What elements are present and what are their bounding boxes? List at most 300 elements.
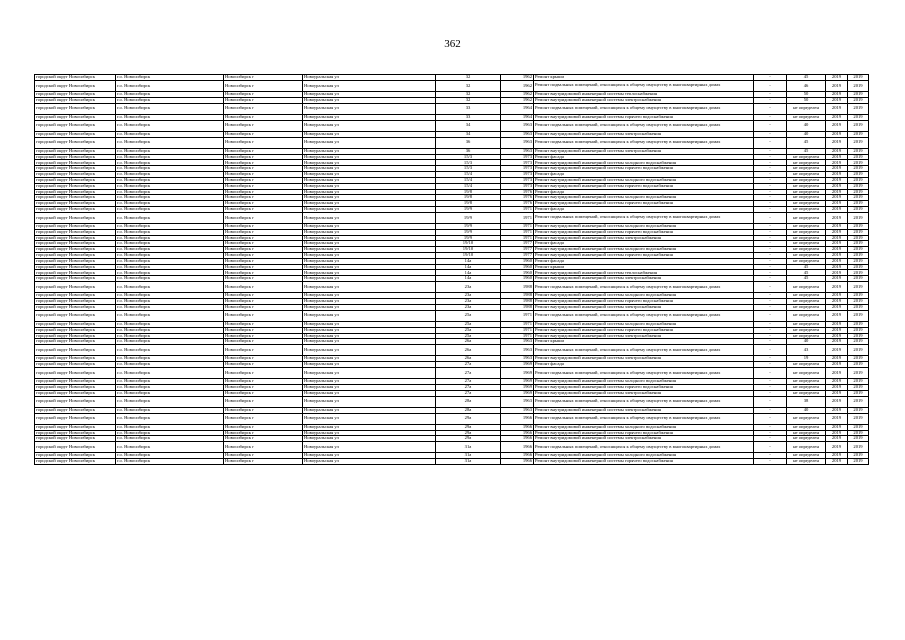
street-cell: Новоуральская ул xyxy=(303,333,436,339)
cost-cell: не определен xyxy=(787,310,826,321)
year-to-cell: 2019 xyxy=(848,154,869,160)
work-type-cell: Ремонт внутридомовой инженерной системы горячего водоснабжения xyxy=(534,327,754,333)
flag-cell: - xyxy=(754,75,787,81)
cost-cell: 50 xyxy=(787,92,826,98)
year-from-cell: 2019 xyxy=(826,154,848,160)
district-cell: городской округ Новосибирск xyxy=(35,424,116,430)
year-from-cell: 2019 xyxy=(826,166,848,172)
work-type-cell: Ремонт внутридомовой инженерной системы холодного водоснабжения xyxy=(534,223,754,229)
year-to-cell: 2019 xyxy=(848,379,869,385)
year-cell: 1960 xyxy=(501,264,534,270)
house-cell: 19/9 xyxy=(436,223,501,229)
street-cell: Новоуральская ул xyxy=(303,264,436,270)
year-cell: 1988 xyxy=(501,282,534,293)
year-to-cell: 2019 xyxy=(848,201,869,207)
work-type-cell: Ремонт фасада xyxy=(534,241,754,247)
year-cell: 1960 xyxy=(501,270,534,276)
city-cell: Новосибирск г xyxy=(224,241,303,247)
year-cell: 1988 xyxy=(501,304,534,310)
house-cell: 19/10 xyxy=(436,241,501,247)
street-cell: Новоуральская ул xyxy=(303,282,436,293)
year-from-cell: 2019 xyxy=(826,258,848,264)
cost-cell: не определен xyxy=(787,367,826,378)
table-row xyxy=(35,120,869,131)
year-cell: 1963 xyxy=(501,148,534,154)
flag-cell: - xyxy=(754,247,787,253)
settlement-cell: г.о. Новосибирск xyxy=(116,430,224,436)
city-cell: Новосибирск г xyxy=(224,212,303,223)
city-cell: Новосибирск г xyxy=(224,321,303,327)
year-from-cell: 2019 xyxy=(826,310,848,321)
year-to-cell: 2019 xyxy=(848,148,869,154)
table-row xyxy=(35,103,869,114)
cost-cell: 45 xyxy=(787,137,826,148)
district-cell: городской округ Новосибирск xyxy=(35,356,116,362)
work-type-cell: Ремонт внутридомовой инженерной системы теплоснабжения xyxy=(534,270,754,276)
district-cell: городской округ Новосибирск xyxy=(35,206,116,212)
year-to-cell: 2019 xyxy=(848,264,869,270)
cost-cell: 40 xyxy=(787,131,826,137)
year-cell: 1971 xyxy=(501,235,534,241)
cost-cell: не определен xyxy=(787,253,826,259)
street-cell: Новоуральская ул xyxy=(303,241,436,247)
street-cell: Новоуральская ул xyxy=(303,201,436,207)
district-cell: городской округ Новосибирск xyxy=(35,120,116,131)
work-type-cell: Ремонт подвальных помещений, относящихся к общему имуществу в многоквартирных домах xyxy=(534,212,754,223)
city-cell: Новосибирск г xyxy=(224,160,303,166)
cost-cell: 40 xyxy=(787,120,826,131)
year-cell: 1963 xyxy=(501,396,534,407)
flag-cell: - xyxy=(754,229,787,235)
house-cell: 28а xyxy=(436,407,501,413)
cost-cell: не определен xyxy=(787,453,826,459)
flag-cell: - xyxy=(754,379,787,385)
city-cell: Новосибирск г xyxy=(224,201,303,207)
year-from-cell: 2019 xyxy=(826,103,848,114)
work-type-cell: Ремонт внутридомовой инженерной системы холодного водоснабжения xyxy=(534,293,754,299)
table-row xyxy=(35,367,869,378)
work-type-cell: Ремонт фасада xyxy=(534,154,754,160)
street-cell: Новоуральская ул xyxy=(303,195,436,201)
district-cell: городской округ Новосибирск xyxy=(35,442,116,453)
flag-cell: - xyxy=(754,424,787,430)
year-to-cell: 2019 xyxy=(848,247,869,253)
flag-cell: - xyxy=(754,356,787,362)
work-type-cell: Ремонт внутридомовой инженерной системы горячего водоснабжения xyxy=(534,201,754,207)
street-cell: Новоуральская ул xyxy=(303,103,436,114)
district-cell: городской округ Новосибирск xyxy=(35,407,116,413)
year-from-cell: 2019 xyxy=(826,97,848,103)
work-type-cell: Ремонт внутридомовой инженерной системы горячего водоснабжения xyxy=(534,299,754,305)
year-cell: 1969 xyxy=(501,379,534,385)
cost-cell: 45 xyxy=(787,148,826,154)
street-cell: Новоуральская ул xyxy=(303,92,436,98)
cost-cell: не определен xyxy=(787,189,826,195)
year-from-cell: 2019 xyxy=(826,201,848,207)
street-cell: Новоуральская ул xyxy=(303,247,436,253)
year-from-cell: 2019 xyxy=(826,137,848,148)
cost-cell: не определен xyxy=(787,212,826,223)
city-cell: Новосибирск г xyxy=(224,362,303,368)
year-cell: 1969 xyxy=(501,384,534,390)
flag-cell: - xyxy=(754,321,787,327)
street-cell: Новоуральская ул xyxy=(303,396,436,407)
house-cell: 14а xyxy=(436,270,501,276)
cost-cell: не определен xyxy=(787,195,826,201)
house-cell: 14а xyxy=(436,264,501,270)
settlement-cell: г.о. Новосибирск xyxy=(116,270,224,276)
work-type-cell: Ремонт внутридомовой инженерной системы теплоснабжения xyxy=(534,92,754,98)
settlement-cell: г.о. Новосибирск xyxy=(116,304,224,310)
settlement-cell: г.о. Новосибирск xyxy=(116,148,224,154)
flag-cell: - xyxy=(754,103,787,114)
city-cell: Новосибирск г xyxy=(224,154,303,160)
year-from-cell: 2019 xyxy=(826,333,848,339)
flag-cell: - xyxy=(754,154,787,160)
district-cell: городской округ Новосибирск xyxy=(35,235,116,241)
street-cell: Новоуральская ул xyxy=(303,189,436,195)
table-row xyxy=(35,345,869,356)
district-cell: городской округ Новосибирск xyxy=(35,166,116,172)
district-cell: городской округ Новосибирск xyxy=(35,384,116,390)
settlement-cell: г.о. Новосибирск xyxy=(116,103,224,114)
year-to-cell: 2019 xyxy=(848,430,869,436)
work-type-cell: Ремонт подвальных помещений, относящихся к общему имуществу в многоквартирных домах xyxy=(534,396,754,407)
year-to-cell: 2019 xyxy=(848,131,869,137)
house-cell: 15/4 xyxy=(436,172,501,178)
work-type-cell: Ремонт внутридомовой инженерной системы горячего водоснабжения xyxy=(534,430,754,436)
work-type-cell: Ремонт фасада xyxy=(534,189,754,195)
work-type-cell: Ремонт крыши xyxy=(534,75,754,81)
street-cell: Новоуральская ул xyxy=(303,339,436,345)
flag-cell: - xyxy=(754,345,787,356)
year-from-cell: 2019 xyxy=(826,396,848,407)
year-cell: 1971 xyxy=(501,333,534,339)
house-cell: 33 xyxy=(436,103,501,114)
street-cell: Новоуральская ул xyxy=(303,183,436,189)
year-from-cell: 2019 xyxy=(826,430,848,436)
cost-cell: не определен xyxy=(787,235,826,241)
cost-cell: не определен xyxy=(787,183,826,189)
settlement-cell: г.о. Новосибирск xyxy=(116,413,224,424)
flag-cell: - xyxy=(754,299,787,305)
house-cell: 36 xyxy=(436,148,501,154)
year-to-cell: 2019 xyxy=(848,299,869,305)
district-cell: городской округ Новосибирск xyxy=(35,160,116,166)
city-cell: Новосибирск г xyxy=(224,310,303,321)
year-from-cell: 2019 xyxy=(826,276,848,282)
house-cell: 19/9 xyxy=(436,235,501,241)
work-type-cell: Ремонт внутридомовой инженерной системы электроснабжения xyxy=(534,97,754,103)
year-cell: 1977 xyxy=(501,241,534,247)
street-cell: Новоуральская ул xyxy=(303,212,436,223)
district-cell: городской округ Новосибирск xyxy=(35,459,116,465)
street-cell: Новоуральская ул xyxy=(303,223,436,229)
street-cell: Новоуральская ул xyxy=(303,384,436,390)
flag-cell: - xyxy=(754,172,787,178)
house-cell: 25а xyxy=(436,310,501,321)
city-cell: Новосибирск г xyxy=(224,80,303,91)
house-cell: 23а xyxy=(436,293,501,299)
year-to-cell: 2019 xyxy=(848,413,869,424)
street-cell: Новоуральская ул xyxy=(303,453,436,459)
flag-cell: - xyxy=(754,304,787,310)
year-cell: 1973 xyxy=(501,177,534,183)
settlement-cell: г.о. Новосибирск xyxy=(116,264,224,270)
city-cell: Новосибирск г xyxy=(224,442,303,453)
year-to-cell: 2019 xyxy=(848,304,869,310)
city-cell: Новосибирск г xyxy=(224,131,303,137)
city-cell: Новосибирск г xyxy=(224,114,303,120)
year-from-cell: 2019 xyxy=(826,367,848,378)
flag-cell: - xyxy=(754,282,787,293)
settlement-cell: г.о. Новосибирск xyxy=(116,258,224,264)
flag-cell: - xyxy=(754,223,787,229)
cost-cell: не определен xyxy=(787,172,826,178)
year-to-cell: 2019 xyxy=(848,339,869,345)
work-type-cell: Ремонт внутридомовой инженерной системы горячего водоснабжения xyxy=(534,114,754,120)
house-cell: 15/4 xyxy=(436,177,501,183)
house-cell: 25а xyxy=(436,333,501,339)
house-cell: 27а xyxy=(436,367,501,378)
street-cell: Новоуральская ул xyxy=(303,436,436,442)
cost-cell: не определен xyxy=(787,201,826,207)
district-cell: городской округ Новосибирск xyxy=(35,253,116,259)
district-cell: городской округ Новосибирск xyxy=(35,304,116,310)
flag-cell: - xyxy=(754,264,787,270)
year-to-cell: 2019 xyxy=(848,356,869,362)
district-cell: городской округ Новосибирск xyxy=(35,189,116,195)
work-type-cell: Ремонт внутридомовой инженерной системы холодного водоснабжения xyxy=(534,195,754,201)
district-cell: городской округ Новосибирск xyxy=(35,172,116,178)
work-type-cell: Ремонт внутридомовой инженерной системы холодного водоснабжения xyxy=(534,424,754,430)
house-cell: 25а xyxy=(436,327,501,333)
year-cell: 1988 xyxy=(501,293,534,299)
cost-cell: не определен xyxy=(787,160,826,166)
year-cell: 1973 xyxy=(501,160,534,166)
year-to-cell: 2019 xyxy=(848,453,869,459)
cost-cell: 46 xyxy=(787,80,826,91)
year-cell: 1966 xyxy=(501,442,534,453)
district-cell: городской округ Новосибирск xyxy=(35,327,116,333)
flag-cell: - xyxy=(754,453,787,459)
year-from-cell: 2019 xyxy=(826,195,848,201)
year-to-cell: 2019 xyxy=(848,384,869,390)
district-cell: городской округ Новосибирск xyxy=(35,299,116,305)
year-from-cell: 2019 xyxy=(826,247,848,253)
year-to-cell: 2019 xyxy=(848,189,869,195)
year-cell: 1976 xyxy=(501,195,534,201)
city-cell: Новосибирск г xyxy=(224,148,303,154)
district-cell: городской округ Новосибирск xyxy=(35,430,116,436)
city-cell: Новосибирск г xyxy=(224,339,303,345)
cost-cell: 40 xyxy=(787,407,826,413)
year-from-cell: 2019 xyxy=(826,390,848,396)
street-cell: Новоуральская ул xyxy=(303,172,436,178)
cost-cell: не определен xyxy=(787,436,826,442)
work-type-cell: Ремонт внутридомовой инженерной системы горячего водоснабжения xyxy=(534,229,754,235)
settlement-cell: г.о. Новосибирск xyxy=(116,172,224,178)
year-from-cell: 2019 xyxy=(826,172,848,178)
year-cell: 1969 xyxy=(501,367,534,378)
year-from-cell: 2019 xyxy=(826,253,848,259)
year-from-cell: 2019 xyxy=(826,189,848,195)
year-to-cell: 2019 xyxy=(848,321,869,327)
district-cell: городской округ Новосибирск xyxy=(35,264,116,270)
year-to-cell: 2019 xyxy=(848,424,869,430)
city-cell: Новосибирск г xyxy=(224,166,303,172)
district-cell: городской округ Новосибирск xyxy=(35,183,116,189)
year-from-cell: 2019 xyxy=(826,160,848,166)
city-cell: Новосибирск г xyxy=(224,276,303,282)
district-cell: городской округ Новосибирск xyxy=(35,201,116,207)
settlement-cell: г.о. Новосибирск xyxy=(116,356,224,362)
street-cell: Новоуральская ул xyxy=(303,327,436,333)
year-to-cell: 2019 xyxy=(848,137,869,148)
year-from-cell: 2019 xyxy=(826,442,848,453)
city-cell: Новосибирск г xyxy=(224,396,303,407)
work-type-cell: Ремонт внутридомовой инженерной системы электроснабжения xyxy=(534,235,754,241)
year-to-cell: 2019 xyxy=(848,212,869,223)
year-to-cell: 2019 xyxy=(848,80,869,91)
house-cell: 19/10 xyxy=(436,253,501,259)
flag-cell: - xyxy=(754,442,787,453)
house-cell: 25а xyxy=(436,321,501,327)
year-from-cell: 2019 xyxy=(826,131,848,137)
house-cell: 14а xyxy=(436,276,501,282)
work-type-cell: Ремонт внутридомовой инженерной системы холодного водоснабжения xyxy=(534,379,754,385)
settlement-cell: г.о. Новосибирск xyxy=(116,166,224,172)
flag-cell: - xyxy=(754,212,787,223)
house-cell: 29а xyxy=(436,430,501,436)
street-cell: Новоуральская ул xyxy=(303,276,436,282)
cost-cell: 43 xyxy=(787,345,826,356)
settlement-cell: г.о. Новосибирск xyxy=(116,407,224,413)
year-cell: 1988 xyxy=(501,299,534,305)
year-from-cell: 2019 xyxy=(826,212,848,223)
work-type-cell: Ремонт внутридомовой инженерной системы холодного водоснабжения xyxy=(534,453,754,459)
district-cell: городской округ Новосибирск xyxy=(35,114,116,120)
city-cell: Новосибирск г xyxy=(224,345,303,356)
work-type-cell: Ремонт фасада xyxy=(534,206,754,212)
settlement-cell: г.о. Новосибирск xyxy=(116,229,224,235)
street-cell: Новоуральская ул xyxy=(303,148,436,154)
flag-cell: - xyxy=(754,114,787,120)
street-cell: Новоуральская ул xyxy=(303,177,436,183)
flag-cell: - xyxy=(754,407,787,413)
cost-cell: не определен xyxy=(787,229,826,235)
year-to-cell: 2019 xyxy=(848,282,869,293)
city-cell: Новосибирск г xyxy=(224,264,303,270)
cost-cell: 45 xyxy=(787,75,826,81)
year-from-cell: 2019 xyxy=(826,453,848,459)
settlement-cell: г.о. Новосибирск xyxy=(116,120,224,131)
year-from-cell: 2019 xyxy=(826,304,848,310)
house-cell: 34 xyxy=(436,131,501,137)
settlement-cell: г.о. Новосибирск xyxy=(116,137,224,148)
year-from-cell: 2019 xyxy=(826,436,848,442)
year-to-cell: 2019 xyxy=(848,229,869,235)
street-cell: Новоуральская ул xyxy=(303,430,436,436)
year-to-cell: 2019 xyxy=(848,97,869,103)
year-from-cell: 2019 xyxy=(826,148,848,154)
street-cell: Новоуральская ул xyxy=(303,310,436,321)
year-to-cell: 2019 xyxy=(848,442,869,453)
work-type-cell: Ремонт внутридомовой инженерной системы холодного водоснабжения xyxy=(534,177,754,183)
year-cell: 1971 xyxy=(501,327,534,333)
flag-cell: - xyxy=(754,293,787,299)
city-cell: Новосибирск г xyxy=(224,92,303,98)
cost-cell: не определен xyxy=(787,304,826,310)
city-cell: Новосибирск г xyxy=(224,424,303,430)
year-cell: 1963 xyxy=(501,339,534,345)
house-cell: 19/8 xyxy=(436,201,501,207)
flag-cell: - xyxy=(754,92,787,98)
settlement-cell: г.о. Новосибирск xyxy=(116,154,224,160)
flag-cell: - xyxy=(754,97,787,103)
work-type-cell: Ремонт подвальных помещений, относящихся к общему имуществу в многоквартирных домах xyxy=(534,103,754,114)
cost-cell: не определен xyxy=(787,166,826,172)
house-cell: 28а xyxy=(436,396,501,407)
settlement-cell: г.о. Новосибирск xyxy=(116,206,224,212)
city-cell: Новосибирск г xyxy=(224,379,303,385)
city-cell: Новосибирск г xyxy=(224,304,303,310)
city-cell: Новосибирск г xyxy=(224,367,303,378)
year-cell: 1973 xyxy=(501,166,534,172)
city-cell: Новосибирск г xyxy=(224,177,303,183)
year-cell: 1964 xyxy=(501,114,534,120)
district-cell: городской округ Новосибирск xyxy=(35,177,116,183)
year-cell: 1977 xyxy=(501,253,534,259)
house-cell: 27а xyxy=(436,379,501,385)
district-cell: городской округ Новосибирск xyxy=(35,137,116,148)
flag-cell: - xyxy=(754,436,787,442)
cost-cell: не определен xyxy=(787,384,826,390)
city-cell: Новосибирск г xyxy=(224,183,303,189)
house-cell: 19/9 xyxy=(436,212,501,223)
table-row xyxy=(35,459,869,465)
flag-cell: - xyxy=(754,362,787,368)
year-from-cell: 2019 xyxy=(826,413,848,424)
district-cell: городской округ Новосибирск xyxy=(35,103,116,114)
work-type-cell: Ремонт внутридомовой инженерной системы горячего водоснабжения xyxy=(534,166,754,172)
flag-cell: - xyxy=(754,396,787,407)
house-cell: 34 xyxy=(436,120,501,131)
work-type-cell: Ремонт подвальных помещений, относящихся к общему имуществу в многоквартирных домах xyxy=(534,282,754,293)
year-from-cell: 2019 xyxy=(826,424,848,430)
year-from-cell: 2019 xyxy=(826,241,848,247)
year-from-cell: 2019 xyxy=(826,264,848,270)
flag-cell: - xyxy=(754,276,787,282)
street-cell: Новоуральская ул xyxy=(303,390,436,396)
year-from-cell: 2019 xyxy=(826,183,848,189)
cost-cell: не определен xyxy=(787,413,826,424)
work-type-cell: Ремонт подвальных помещений, относящихся к общему имуществу в многоквартирных домах xyxy=(534,367,754,378)
year-cell: 1969 xyxy=(501,362,534,368)
district-cell: городской округ Новосибирск xyxy=(35,195,116,201)
district-cell: городской округ Новосибирск xyxy=(35,148,116,154)
work-type-cell: Ремонт подвальных помещений, относящихся к общему имуществу в многоквартирных домах xyxy=(534,310,754,321)
district-cell: городской округ Новосибирск xyxy=(35,413,116,424)
street-cell: Новоуральская ул xyxy=(303,424,436,430)
flag-cell: - xyxy=(754,327,787,333)
district-cell: городской округ Новосибирск xyxy=(35,321,116,327)
year-cell: 1971 xyxy=(501,206,534,212)
year-from-cell: 2019 xyxy=(826,339,848,345)
flag-cell: - xyxy=(754,258,787,264)
street-cell: Новоуральская ул xyxy=(303,131,436,137)
year-to-cell: 2019 xyxy=(848,367,869,378)
